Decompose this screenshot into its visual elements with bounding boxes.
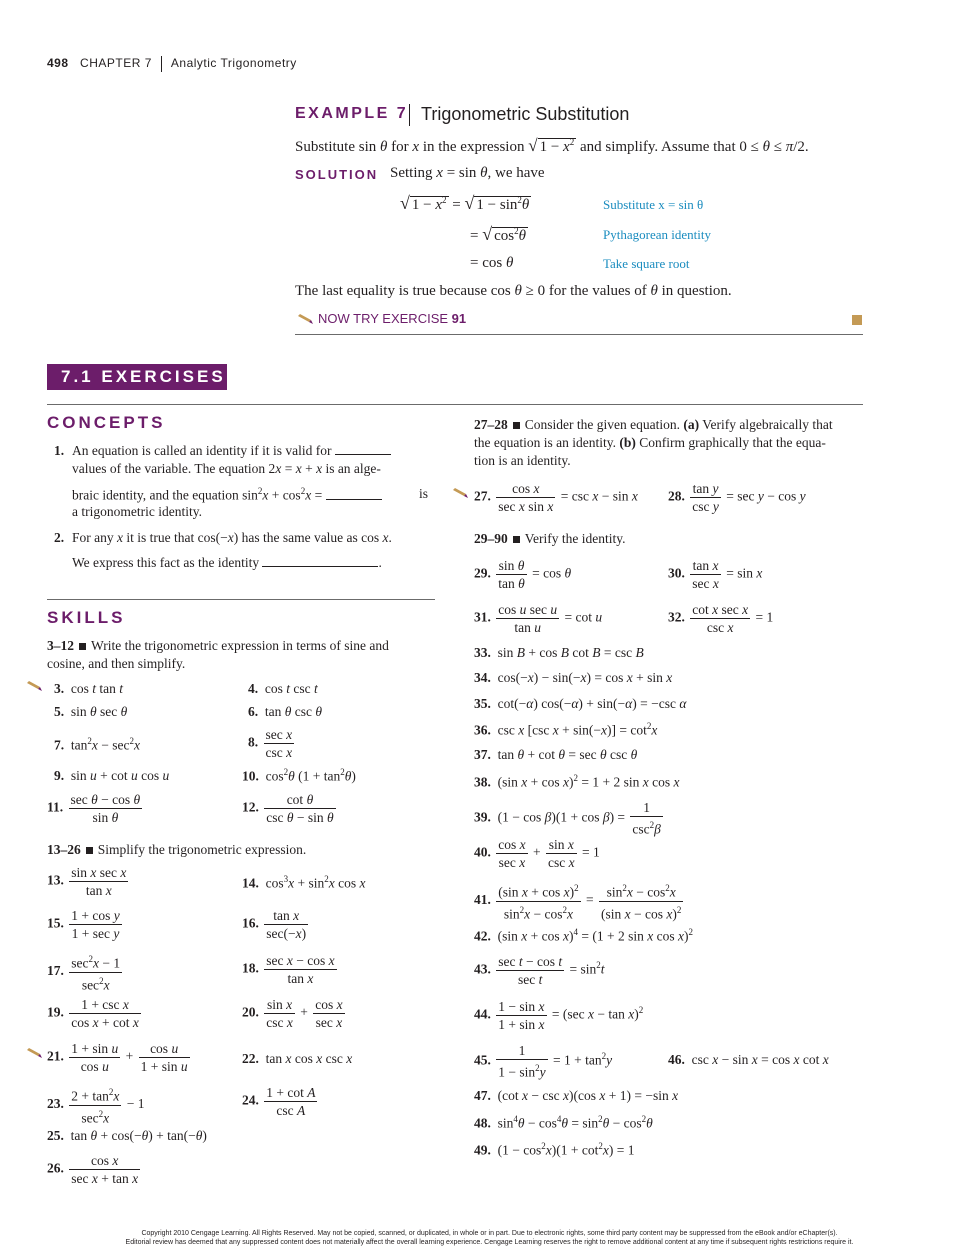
pencil-icon	[297, 313, 313, 324]
example-label: EXAMPLE 7	[295, 105, 409, 122]
step-2-note: Pythagorean identity	[603, 227, 711, 242]
example-statement: Substitute sin θ for x in the expression √ $1 - x^2$ and simplify. Assume that 0 ≤ θ ≤ π/2.	[295, 136, 809, 155]
step-3-math: = cos θ	[470, 255, 514, 271]
solution-label: SOLUTION	[295, 167, 379, 182]
step-1-note: Substitute x = sin θ	[603, 197, 704, 212]
end-of-example-marker	[852, 315, 862, 325]
skills-heading: SKILLS	[47, 608, 126, 627]
step-1-math: √ $1 - x^2$ = √ $1 - \sin^2\theta$	[400, 193, 530, 213]
step-3-note: Take square root	[603, 256, 690, 271]
pencil-icon	[26, 680, 42, 691]
running-header	[47, 56, 297, 72]
example-title: Trigonometric Substitution	[421, 104, 630, 124]
page-number: 498	[47, 56, 69, 71]
concepts-heading: CONCEPTS	[47, 413, 166, 432]
chapter-title: Analytic Trigonometry	[170, 56, 297, 71]
example-conclusion: The last equality is true because cos θ ≥ 0 for the values of θ in question.	[295, 283, 732, 299]
step-2-math: = √ $\cos^2\theta$	[470, 224, 526, 244]
solution-intro: Setting x = sin θ, we have	[390, 165, 545, 181]
exercises-banner: 7.1 EXERCISES	[47, 364, 227, 390]
pencil-icon	[26, 1047, 42, 1058]
chapter-label: CHAPTER 7	[80, 56, 152, 71]
now-try-link[interactable]: NOW TRY EXERCISE 91	[318, 311, 467, 326]
pencil-icon	[452, 487, 468, 498]
copyright-footer: Copyright 2010 Cengage Learning. All Rights Reserved. May not be copied, scanned, or duplicated, in whole or in part. Due to electronic rights, some third party content may be suppressed from the eBook and/or eChapter(s). Editorial review has deemed that any suppressed content does not materially affect the overall learning experience. Cengage Learning reserves the right to remove additional content at any time if subsequent rights restrictions require it.	[125, 1230, 854, 1246]
